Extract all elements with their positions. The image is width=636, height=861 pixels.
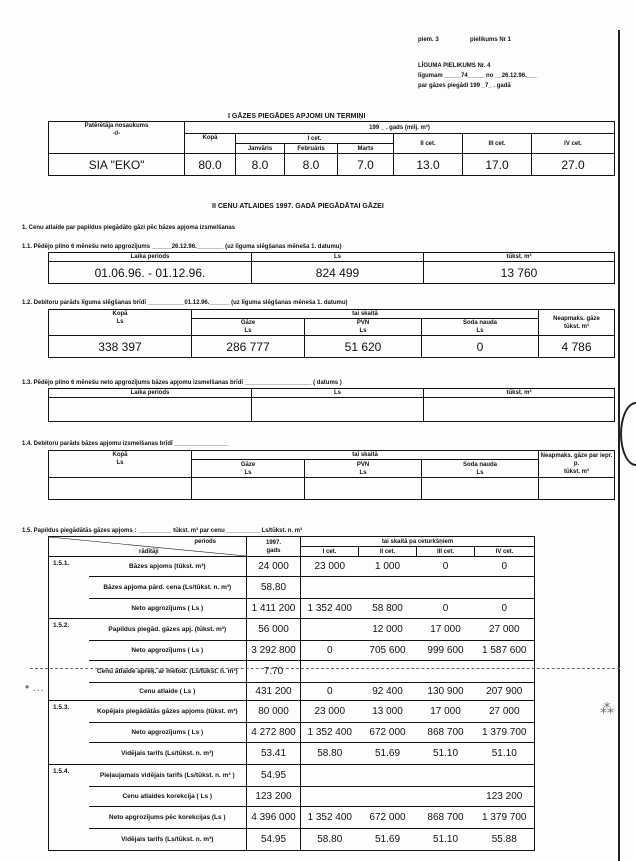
q2-value: 705 600: [359, 641, 417, 661]
q4-value: 51.10: [475, 743, 535, 765]
table-row: [49, 336, 615, 358]
year-value: 1 411 200: [247, 599, 301, 619]
q2-value: 51.69: [359, 743, 417, 765]
q3-value: 0: [417, 557, 475, 577]
s15-table: [48, 536, 535, 851]
q3-value: 17.0: [463, 154, 532, 176]
delivery-year-line: par gāzes piegādi 199 _7_ . gadā: [418, 83, 511, 89]
section2-title: II CENU ATLAIDES 1997. GADĀ PIEGĀDĀTAI GĀZEI: [212, 203, 384, 210]
row-label: Neto apgrozījums ( Ls ): [89, 641, 247, 661]
q4-header: IV cet.: [532, 134, 615, 154]
s13-period-header: Laika periods: [49, 389, 252, 398]
q1-value: [301, 787, 359, 807]
q2-value: 92 400: [359, 683, 417, 701]
s11-ls-header: Ls: [252, 253, 424, 262]
q3-value: 999 600: [417, 641, 475, 661]
s12-gas: 286 777: [192, 336, 305, 358]
row-label: Kopējais piegādātās gāzes apjoms (tūkst. m³): [89, 701, 247, 723]
q3-value: 868 700: [417, 807, 475, 829]
s15-label: 1.5. Papildus piegādātās gāzes apjoms : __________ tūkst. m³ par cenu __________ Ls/tūkst. n. m³: [22, 528, 303, 534]
q1-value: 23 000: [301, 701, 359, 723]
s12-table: [48, 309, 615, 358]
s13-volume-cell: [424, 398, 615, 422]
year-value: 4 272 800: [247, 723, 301, 743]
year-header: 199 _ . gads (milj. m³): [185, 122, 615, 134]
s12-vat-header: PVN Ls: [305, 319, 422, 336]
q4-value: 1 379 700: [475, 723, 535, 743]
s12-total-header: Kopā Ls: [49, 310, 192, 336]
s13-volume-header: tūkst. m³: [424, 389, 615, 398]
s12-unpaid-header: Neapmaks. gāze tūkst. m³: [539, 310, 615, 336]
table-row: [49, 154, 615, 176]
s12-label: 1.2. Debitoru parāds līguma slēgšanas brīdī ___________01.12.96.______ (uz līguma slēgšanas mēneša 1. datumu): [22, 300, 348, 306]
table-row: [49, 641, 535, 661]
year-value: 123 200: [247, 787, 301, 807]
contract-annex-title: LĪGUMA PIELIKUMS Nr. 4: [418, 63, 491, 69]
q2-value: [359, 787, 417, 807]
indicators-header: rādītāji: [139, 549, 159, 555]
s13-ls-header: Ls: [252, 389, 424, 398]
jan-value: 8.0: [236, 154, 285, 176]
s14-vat-cell: [305, 478, 422, 500]
s14-penalty-cell: [422, 478, 539, 500]
q1-value: 0: [301, 683, 359, 701]
q4-value: 123 200: [475, 787, 535, 807]
s14-total-cell: [49, 478, 192, 500]
s14-incl-header: tai skaitā: [192, 451, 539, 460]
s13-period-cell: [49, 398, 252, 422]
q4-value: 0: [475, 599, 535, 619]
q4-value: 1 379 700: [475, 807, 535, 829]
s12-penalty-header: Soda nauda Ls: [422, 319, 539, 336]
year-value: 54.95: [247, 765, 301, 787]
gas-delivery-table: [48, 121, 615, 176]
row-label: Pieļaujamais vidējais tarifs (Ls/tūkst. n. m³ ): [89, 765, 247, 787]
table-row: [49, 577, 535, 599]
q1-header: I cet.: [236, 134, 394, 144]
jan-header: Janvāris: [236, 144, 285, 154]
period-header: periods: [194, 539, 216, 545]
s14-label: 1.4. Debitoru parāds bāzes apjomu izsmelšanas brīdī ________________: [22, 441, 228, 447]
year-value: 24 000: [247, 557, 301, 577]
table-row: [49, 743, 535, 765]
s13-label: 1.3. Pēdējo pilno 6 mēnešu neto apgrozījums bāzes apjomu izsmelšanas brīdī ____________________ ( datums ): [22, 380, 342, 386]
attachment-ref: piem. 3: [418, 37, 439, 43]
table-row: [49, 807, 535, 829]
year-value: 431 200: [247, 683, 301, 701]
feb-header: Februāris: [285, 144, 338, 154]
q4-header: IV cet.: [475, 547, 535, 557]
quarters-empty: [301, 577, 535, 599]
s14-total-header: Kopā Ls: [49, 451, 192, 478]
q1-value: [301, 619, 359, 641]
s14-unpaid-header: Neapmaks. gāze par iepr. p. tūkst. m³: [539, 451, 615, 478]
quarters-empty: [301, 765, 535, 787]
q3-value: 17 000: [417, 701, 475, 723]
q2-value: 13.0: [394, 154, 463, 176]
table-row: [49, 398, 615, 422]
q4-value: 27.0: [532, 154, 615, 176]
year-value: 54.95: [247, 829, 301, 851]
q2-header: II cet.: [359, 547, 417, 557]
s14-unpaid-cell: [539, 478, 615, 500]
q3-value: 51.10: [417, 743, 475, 765]
year-header: 1997. gads: [247, 537, 301, 557]
q4-value: 0: [475, 557, 535, 577]
contract-line: līgumam _____74_____ no __26.12.96.___: [418, 73, 537, 79]
year-value: 53.41: [247, 743, 301, 765]
s11-period: 01.06.96. - 01.12.96.: [49, 262, 252, 284]
table-row: [49, 619, 535, 641]
scan-smudge: •…: [25, 680, 48, 694]
s12-vat: 51 620: [305, 336, 422, 358]
q3-value: 0: [417, 599, 475, 619]
row-label: Neto apgrozījums ( Ls ): [89, 599, 247, 619]
s11-label: 1.1. Pēdējo pilno 6 mēnešu neto apgrozījums ______26.12.96.________ (uz līguma slēgšanas mēneša 1. datumu): [22, 244, 342, 250]
scan-smudge: ⁂: [600, 700, 617, 716]
row-label: Cenu atlaide aprēķ. ar metod. (Ls/tūkst. n. m³): [89, 661, 247, 683]
q4-value: 1 587 600: [475, 641, 535, 661]
q1-value: 58.80: [301, 743, 359, 765]
punch-hole-mark: [620, 402, 636, 466]
row-label: Vidējais tarifs (Ls/tūkst. n. m³): [89, 743, 247, 765]
year-value: 7.70: [247, 661, 301, 683]
row-label: Neto apgrozījums ( Ls ): [89, 723, 247, 743]
supplier-header: Patērētāja nosaukums -//-: [49, 122, 185, 154]
year-value: 58.80: [247, 577, 301, 599]
s14-vat-header: PVN Ls: [305, 460, 422, 478]
row-number: 1.5.3.: [49, 701, 89, 765]
table-row: [49, 701, 535, 723]
attachment-number: pielikums Nr 1: [470, 37, 512, 43]
s14-gas-header: Gāze Ls: [192, 460, 305, 478]
quarters-header: tai skaitā pa ceturkšņiem: [301, 537, 535, 547]
table-row: [49, 723, 535, 743]
table-row: [49, 765, 535, 787]
s12-unpaid: 4 786: [539, 336, 615, 358]
table-row: [49, 478, 615, 500]
row-label: Neto apgrozījums pēc korekcijas (Ls ): [89, 807, 247, 829]
q3-header: III cet.: [417, 547, 475, 557]
q2-value: 12 000: [359, 619, 417, 641]
table-row: [49, 262, 615, 284]
s11-period-header: Laika periods: [49, 253, 252, 262]
row-label: Bāzes apjoms (tūkst. m³): [89, 557, 247, 577]
q3-value: [417, 787, 475, 807]
q1-header: I cet.: [301, 547, 359, 557]
table-row: [49, 683, 535, 701]
s12-incl-header: tai skaitā: [192, 310, 539, 319]
mar-value: 7.0: [338, 154, 394, 176]
page-edge-border: [618, 30, 620, 861]
year-value: 56 000: [247, 619, 301, 641]
q1-value: 1 352 400: [301, 599, 359, 619]
q2-value: 672 000: [359, 807, 417, 829]
s12-gas-header: Gāze Ls: [192, 319, 305, 336]
year-value: 3 292 800: [247, 641, 301, 661]
table-row: [49, 787, 535, 807]
row-number: 1.5.1.: [49, 557, 89, 619]
year-value: 4 396 000: [247, 807, 301, 829]
s12-total: 338 397: [49, 336, 192, 358]
scan-artifact-line: [30, 668, 620, 669]
section1-title: I GĀZES PIEGĀDES APJOMI UN TERMIŅI: [228, 113, 366, 120]
q2-value: 58 800: [359, 599, 417, 619]
supplier-name: SIA "EKO": [49, 154, 185, 176]
q4-value: 207 900: [475, 683, 535, 701]
s15-diagonal-header: [49, 537, 247, 557]
mar-header: Marts: [338, 144, 394, 154]
table-row: [49, 661, 535, 683]
row-label: Papildus piegād. gāzes apj. (tūkst. m³): [89, 619, 247, 641]
s11-ls: 824 499: [252, 262, 424, 284]
s12-penalty: 0: [422, 336, 539, 358]
q4-value: 55.88: [475, 829, 535, 851]
table-row: [49, 829, 535, 851]
quarters-empty: [301, 661, 535, 683]
s11-volume-header: tūkst. m³: [424, 253, 615, 262]
row-number: 1.5.4.: [49, 765, 89, 851]
total-value: 80.0: [185, 154, 236, 176]
total-header: Kopā: [185, 134, 236, 154]
year-value: 80 000: [247, 701, 301, 723]
s14-table: [48, 450, 615, 500]
row-number: 1.5.2.: [49, 619, 89, 701]
row-label: Cenu atlaide ( Ls ): [89, 683, 247, 701]
q1-value: 1 352 400: [301, 723, 359, 743]
q3-value: 51.10: [417, 829, 475, 851]
q2-header: II cet.: [394, 134, 463, 154]
s11-table: [48, 252, 615, 284]
s14-gas-cell: [192, 478, 305, 500]
q2-value: 51.69: [359, 829, 417, 851]
s14-penalty-header: Soda nauda Ls: [422, 460, 539, 478]
table-row: [49, 599, 535, 619]
table-row: [49, 557, 535, 577]
q1-value: 58.80: [301, 829, 359, 851]
q3-value: 17 000: [417, 619, 475, 641]
q4-value: 27 000: [475, 701, 535, 723]
s13-ls-cell: [252, 398, 424, 422]
q2-value: 672 000: [359, 723, 417, 743]
row-label: Cenu atlaides korekcija ( Ls ): [89, 787, 247, 807]
q3-value: 130 900: [417, 683, 475, 701]
s13-table: [48, 388, 615, 422]
q3-header: III cet.: [463, 134, 532, 154]
q1-value: 23 000: [301, 557, 359, 577]
q2-value: 1 000: [359, 557, 417, 577]
q2-value: 13 000: [359, 701, 417, 723]
q1-value: 0: [301, 641, 359, 661]
feb-value: 8.0: [285, 154, 338, 176]
s11-volume: 13 760: [424, 262, 615, 284]
item1-title: 1. Cenu atlaide par papildus piegādāto gāzi pēc bāzes apjoma izsmelšanas: [22, 225, 236, 231]
row-label: Vidējais tarifs (Ls/tūkst. n. m³): [89, 829, 247, 851]
q4-value: 27 000: [475, 619, 535, 641]
q1-value: 1 352 400: [301, 807, 359, 829]
q3-value: 868 700: [417, 723, 475, 743]
row-label: Bāzes apjoma pārd. cena (Ls/tūkst. n. m³): [89, 577, 247, 599]
